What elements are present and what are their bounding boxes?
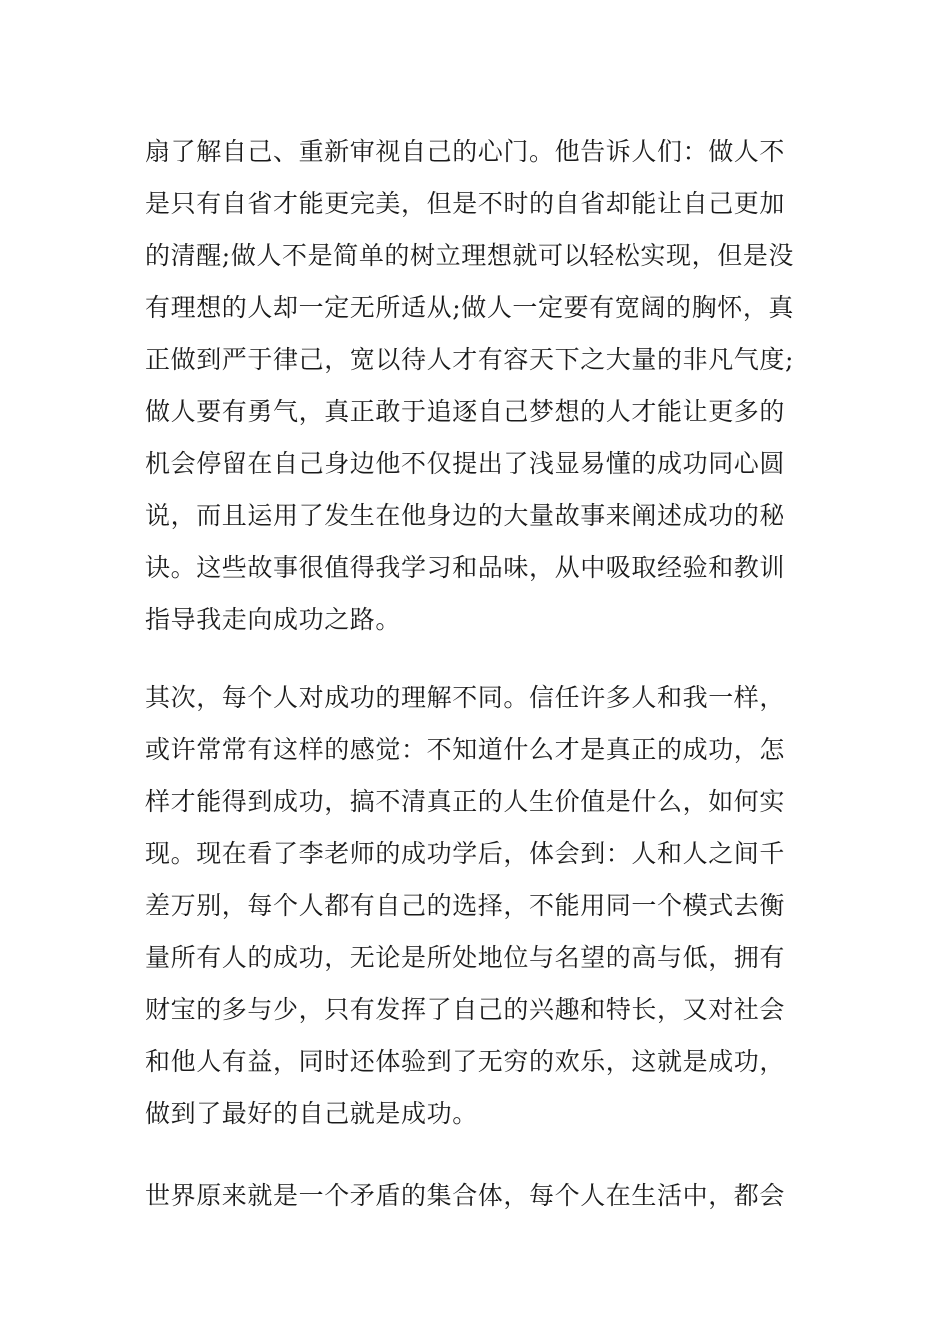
text-line: 财宝的多与少，只有发挥了自己的兴趣和特长，又对社会: [145, 995, 786, 1024]
text-line: 和他人有益，同时还体验到了无穷的欢乐，这就是成功，: [145, 1047, 786, 1076]
text-line: 量所有人的成功，无论是所处地位与名望的高与低，拥有: [145, 943, 786, 972]
text-line: 机会停留在自己身边他不仅提出了浅显易懂的成功同心圆: [145, 449, 786, 478]
text-line: 或许常常有这样的感觉：不知道什么才是真正的成功，怎: [145, 735, 786, 764]
text-line: 做到了最好的自己就是成功。: [145, 1099, 478, 1128]
text-line: 有理想的人却一定无所适从;做人一定要有宽阔的胸怀，真: [145, 293, 795, 322]
text-line: 正做到严于律己，宽以待人才有容天下之大量的非凡气度;: [145, 345, 795, 374]
text-line: 诀。这些故事很值得我学习和品味，从中吸取经验和教训: [145, 553, 786, 582]
text-line: 世界原来就是一个矛盾的集合体，每个人在生活中，都会: [145, 1181, 786, 1210]
paragraph-2: [145, 672, 810, 1140]
text-line: 做人要有勇气，真正敢于追逐自己梦想的人才能让更多的: [145, 397, 786, 426]
text-line: 的清醒;做人不是简单的树立理想就可以轻松实现，但是没: [145, 241, 795, 270]
text-line: 样才能得到成功，搞不清真正的人生价值是什么，如何实: [145, 787, 786, 816]
text-line: 差万别，每个人都有自己的选择，不能用同一个模式去衡: [145, 891, 786, 920]
text-line: 说，而且运用了发生在他身边的大量故事来阐述成功的秘: [145, 501, 786, 530]
paragraph-3: [145, 1170, 810, 1222]
text-line: 现。现在看了李老师的成功学后，体会到：人和人之间千: [145, 839, 786, 868]
text-line: 扇了解自己、重新审视自己的心门。他告诉人们：做人不: [145, 137, 786, 166]
text-line: 是只有自省才能更完美，但是不时的自省却能让自己更加: [145, 189, 786, 218]
paragraph-1: [145, 126, 810, 646]
text-line: 指导我走向成功之路。: [145, 605, 402, 634]
text-line: 其次，每个人对成功的理解不同。信任许多人和我一样，: [145, 683, 786, 712]
